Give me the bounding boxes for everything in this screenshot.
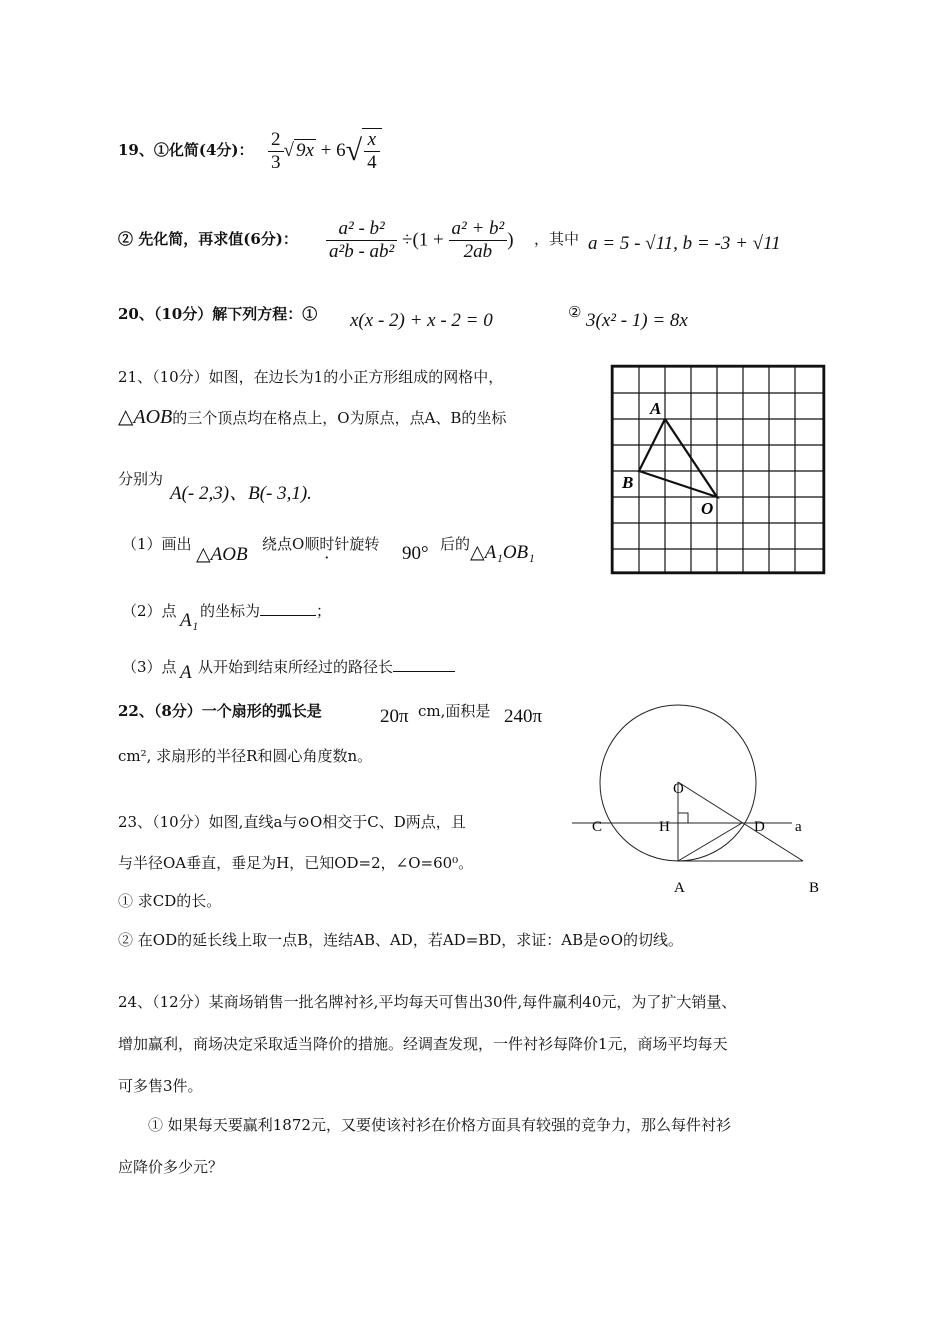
q20-equation-1: x(x - 2) + x - 2 = 0 [350, 310, 493, 331]
q23-label-h: H [659, 819, 670, 835]
q21-sub3-text: 从开始到结束所经过的路径长 [198, 656, 455, 677]
q20-label: 20、（10分）解下列方程：① [118, 305, 318, 323]
q21-coordinates: A(- 2,3)、B(- 3,1). [170, 483, 312, 504]
q21-label-a: A [650, 399, 662, 418]
q23-line-2: 与半径OA垂直，垂足为H，已知OD=2，∠O=60⁰。 [118, 854, 474, 872]
q22-line-1: 22、（8分）一个扇形的弧长是 [118, 702, 322, 720]
q24-line-5: 应降价多少元？ [118, 1158, 224, 1176]
q21-sub2-text: 的坐标为 ； [200, 602, 332, 620]
q21-sub1-triangle-2: △A₁OB₁ [470, 542, 535, 563]
q23-line-3: ① 求CD的长。 [118, 892, 222, 910]
q19-radicand-1: 9x [295, 140, 314, 161]
q21-label-o: O [701, 499, 714, 518]
q21-sub2-point: A₁ [180, 610, 199, 631]
q23-label-b: B [809, 880, 820, 896]
q21-line-2: △AOB的三个顶点均在格点上，O为原点，点A、B的坐标 [118, 406, 507, 428]
q24-line-3: 可多售3件。 [118, 1077, 203, 1095]
q23-circle-figure [570, 698, 840, 900]
q23-label-d: D [754, 819, 765, 835]
q22-area: 240π [504, 706, 543, 727]
q19-expression: $\frac{2}{3}$ √ 9x + 6√ $\frac{x}{4}$ [268, 128, 382, 174]
q21-sub-2: （2）点 [122, 602, 177, 620]
q21-sub-1: （1）画出 [122, 535, 192, 553]
q22-line-2: cm², 求扇形的半径R和圆心角度数n。 [118, 747, 373, 765]
q24-line-4: ① 如果每天要赢利1872元，又要使该衬衫在价格方面具有较强的竞争力，那么每件衬衫 [148, 1116, 731, 1134]
q21-sub3-blank[interactable] [393, 671, 455, 672]
q23-line-4: ② 在OD的延长线上取一点B，连结AB、AD，若AD=BD，求证：AB是⊙O的切线。 [118, 931, 684, 949]
q24-line-2: 增加赢利，商场决定采取适当降价的措施。经调查发现，一件衬衫每降价1元，商场平均每天 [118, 1035, 728, 1053]
q21-label-b: B [622, 473, 634, 492]
q21-sub1-triangle: △AOB [196, 544, 248, 565]
q22-mid: cm,面积是 [418, 702, 491, 720]
q21-line-3: 分别为 [118, 470, 164, 488]
q19-part2-values: a = 5 - √11, b = -3 + √11 [588, 233, 781, 254]
q19-part2-expression: $\frac{\text{a² - b²}}{\text{a²b - ab²}}$ ÷(1 + $\frac{\text{a² + b²}}{2ab}$ ) [326, 218, 514, 263]
q21-sub1-after: 后的 [440, 535, 471, 553]
q21-sub2-blank[interactable] [260, 615, 316, 616]
q22-arc: 20π [380, 706, 409, 727]
q23-label-a: A [674, 880, 685, 896]
q24-line-1: 24、（12分）某商场销售一批名牌衬衫,平均每天可售出30件,每件赢利40元，为了扩大销量、 [118, 993, 737, 1011]
q20-circle-2: ② [568, 303, 582, 321]
q21-sub1-emphasis: 顺时针 [304, 535, 350, 553]
q19-part2-where: ，其中 [534, 230, 580, 248]
q21-sub-3: （3）点 [122, 658, 177, 676]
q19-fraction: $\frac{2}{3}$ [268, 129, 284, 174]
q23-line-1: 23、（10分）如图,直线a与⊙O相交于C、D两点，且 [118, 813, 466, 831]
q19-radicand-2: $\frac{x}{4}$ [362, 128, 382, 174]
q21-grid-figure [610, 364, 826, 576]
q21-line-1: 21、（10分）如图，在边长为1的小正方形组成的网格中， [118, 368, 504, 386]
q23-label-a-line: a [795, 819, 802, 835]
q20-equation-2: 3(x² - 1) = 8x [586, 310, 688, 331]
q21-sub1-text: 绕点O顺时针旋转 [262, 535, 380, 553]
q21-sub1-angle: 90° [402, 543, 429, 564]
q19-label: 19、①化简(4分)： [118, 141, 254, 159]
q23-label-o: O [673, 781, 684, 797]
q21-sub3-point: A [180, 662, 192, 683]
q23-label-c: C [592, 819, 603, 835]
q19-part2-label: ② 先化简，再求值(6分)： [118, 230, 298, 248]
